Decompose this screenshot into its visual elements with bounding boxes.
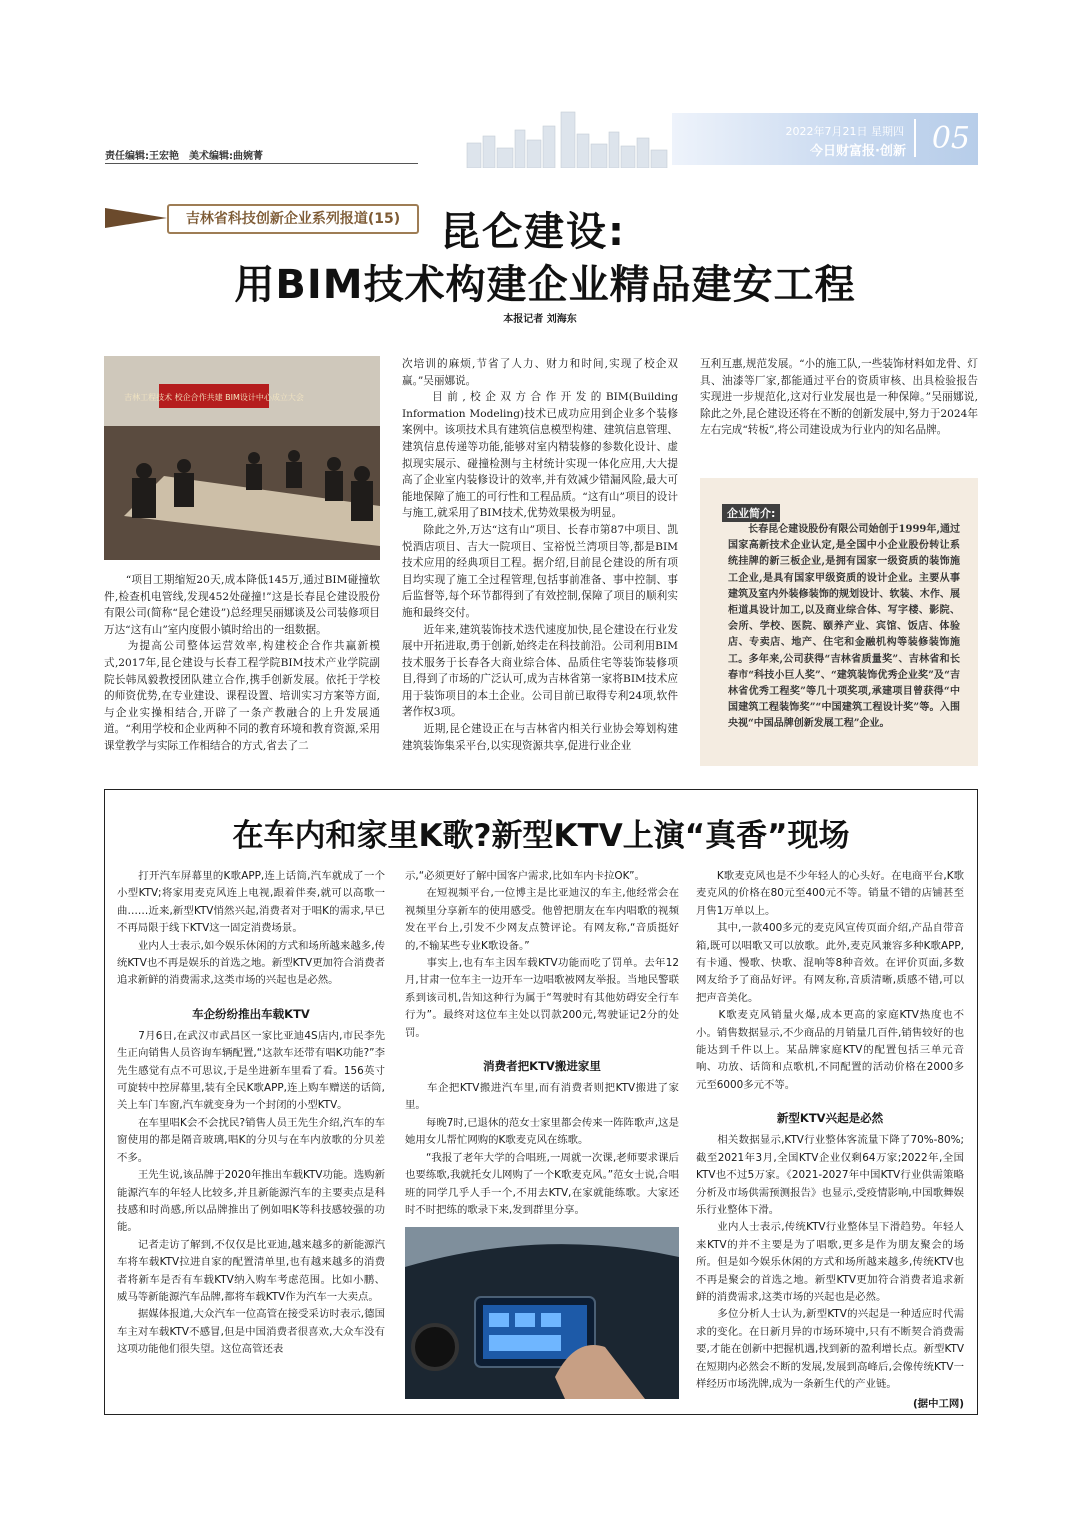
company-intro-box: [700, 478, 978, 766]
paper-section: 今日财富报·创新: [810, 144, 906, 159]
paragraph: 多位分析人士认为,新型KTV的兴起是一种适应时代需求的变化。在日新月异的市场环境中,只有不断契合消费需要,才能在创新中把握机遇,找到新的盈利增长点。新型KTV在短期内必然会不断的发展,发展到高峰后,会像传统KTV一样经历市场洗牌,成为一条新生代的产业链。: [696, 1308, 964, 1390]
article1-title-line2: 用BIM技术构建企业精品建安工程: [234, 262, 856, 308]
paragraph: 示,“必须更好了解中国客户需求,比如车内卡拉OK”。: [405, 870, 645, 882]
paragraph: 打开汽车屏幕里的K歌APP,连上话筒,汽车就成了一个小型KTV;将家用麦克风连上电视,跟着伴奏,就可以高歌一曲……近来,新型KTV悄然兴起,消费者对于唱K的需求,早已不再局限于线下KTV这一固定消费场景。: [117, 870, 385, 935]
header-rule: [105, 163, 418, 164]
subheading: 消费者把KTV搬进家里: [483, 1059, 601, 1074]
meeting-banner-text: 吉林工程技术 校企合作共建 BIM设计中心成立大会: [124, 393, 304, 402]
paragraph: 相关数据显示,KTV行业整体客流量下降了70%-80%;截至2021年3月,全国KTV企业仅剩64万家;2022年,全国KTV也不过5万家。《2021-2027年中国KTV行业供需策略分析及市场供需预测报告》也显示,受疫情影响,中国歌舞娱乐行业整体下滑。: [696, 1134, 964, 1216]
paragraph: K歌麦克风也是不少年轻人的心头好。在电商平台,K歌麦克风的价格在80元至400元不等。销量不错的店铺甚至月售1万单以上。: [696, 870, 964, 917]
article1-title-line1: 昆仑建设:: [440, 209, 626, 255]
article1-column-3: [700, 356, 978, 439]
article1-column-2: [402, 356, 682, 754]
arrow-icon: [105, 208, 167, 228]
article1-column-1: [104, 572, 380, 755]
car-ktv-photo: [405, 1227, 679, 1399]
article2-column-2: [405, 868, 679, 1219]
series-label: 吉林省科技创新企业系列报道(15): [167, 204, 419, 234]
paragraph: 近年来,建筑装饰技术迭代速度加快,昆仑建设在行业发展中开拓进取,勇于创新,始终走在科技前沿。公司利用BIM技术服务于长春各大商业综合体、品质住宅等装饰装修项目,得到了市场的广泛认可,成为吉林省第一家将BIM技术应用于装饰项目的本土企业。公司目前已取得专利24项,软件著作权3项。: [402, 623, 678, 719]
article2-title: 在车内和家里K歌?新型KTV上演“真香”现场: [232, 818, 850, 854]
paragraph: 为提高公司整体运营效率,构建校企合作共赢新模式,2017年,昆仑建设与长春工程学院BIM技术产业学院副院长韩凤毅教授团队建立合作,携手创新发展。依托于学校的师资优势,在专业建设、课程设置、培训实习方案等方面,与企业实操相结合,开辟了一条产教融合的上升发展通道。“利用学校和企业两种不同的教育环境和教育资源,采用课堂教学与实际工作相结合的方式,省去了二: [104, 640, 380, 752]
article1-byline: 本报记者 刘海东: [503, 314, 577, 325]
paragraph: 在短视频平台,一位博主是比亚迪汉的车主,他经常会在视频里分享新车的使用感受。他曾把朋友在车内唱歌的视频发在平台上,引发不少网友点赞评论。有网友称,“音质挺好的,不输某些专业K歌设备。”: [405, 887, 679, 952]
paragraph: 在车里唱K会不会扰民?销售人员王先生介绍,汽车的车窗使用的都是隔音玻璃,唱K的分贝与在车内放歌的分贝差不多。: [117, 1116, 385, 1164]
paragraph: 事实上,也有车主因车载KTV功能而吃了罚单。去年12月,甘肃一位车主一边开车一边唱歌被网友举报。当地民警联系到该司机,告知这种行为属于“驾驶时有其他妨碍安全行车行为”。最终对这位车主处以罚款200元,驾驶证记2分的处罚。: [405, 957, 679, 1039]
paragraph: 7月6日,在武汉市武昌区一家比亚迪4S店内,市民李先生正向销售人员咨询车辆配置,“这款车还带有唱K功能?”李先生感觉有点不可思议,于是坐进新车里看了看。156英寸可旋转中控屏幕里,装有全民K歌APP,连上购车赠送的话筒,关上车门车窗,汽车就变身为一个封闭的小型KTV。: [117, 1029, 385, 1112]
paragraph: K歌麦克风销量火爆,成本更高的家庭KTV热度也不小。销售数据显示,不少商品的月销量几百件,销售较好的也能达到千件以上。某品牌家庭KTV的配置包括三单元音响、功放、话筒和点歌机,不同配置的活动价格在2000多元至6000多元不等。: [696, 1009, 964, 1091]
page-divider: [914, 119, 916, 157]
meeting-photo: [104, 356, 380, 560]
meeting-photo-illustration: [104, 356, 380, 560]
paragraph: 每晚7时,已退休的范女士家里都会传来一阵阵歌声,这是她用女儿帮忙网购的K歌麦克风在练歌。: [405, 1116, 679, 1147]
paragraph: “我报了老年大学的合唱班,一周就一次课,老师要求课后也要练歌,我就托女儿网购了一个K歌麦克风。”范女士说,合唱班的同学几乎人手一个,不用去KTV,在家就能练歌。大家还时不时把练的歌录下来,发到群里分享。: [405, 1151, 679, 1216]
paragraph: 其中,一款400多元的麦克风宣传页面介绍,产品自带音箱,既可以唱歌又可以放歌。此外,麦克风兼容多种K歌APP,有卡通、慢歌、快歌、混响等8种音效。在评价页面,多数网友给予了商品好评。有网友称,音质清晰,质感不错,可以把声音美化。: [696, 922, 964, 1004]
article2-source: (据中工网): [912, 1398, 964, 1411]
paragraph: 互利互惠,规范发展。“小的施工队,一些装饰材料如龙骨、灯具、油漆等厂家,都能通过平台的资质审核、出具检验报告实现进一步规范化,这对行业发展也是一种保障。”吴丽娜说,除此之外,昆仑建设还将在不断的创新发展中,努力于2024年左右完成“转板”,将公司建设成为行业内的知名品牌。: [700, 358, 978, 437]
paragraph: 王先生说,该品牌于2020年推出车载KTV功能。选购新能源汽车的年轻人比较多,并且新能源汽车的主要卖点是科技感和时尚感,所以品牌推出了例如唱K等科技感较强的功能。: [117, 1169, 385, 1234]
paragraph: 车企把KTV搬进汽车里,而有消费者则把KTV搬进了家里。: [405, 1082, 679, 1112]
paragraph: 据媒体报道,大众汽车一位高管在接受采访时表示,德国车主对车载KTV不感冒,但是中国消费者很喜欢,大众车没有这项功能他们很失望。这位高管还表: [117, 1308, 385, 1356]
issue-date: 2022年7月21日 星期四: [785, 125, 904, 138]
paragraph: 记者走访了解到,不仅仅是比亚迪,越来越多的新能源汽车将车载KTV拉进自家的配置清单里,也有越来越多的消费者将新车是否有车载KTV纳入购车考虑范围。比如小鹏、威马等新能源汽车品牌,都将车载KTV作为汽车一大卖点。: [117, 1238, 385, 1303]
page-number: 05: [931, 121, 970, 156]
paragraph: 次培训的麻烦,节省了人力、财力和时间,实现了校企双赢。”吴丽娜说。: [402, 358, 678, 387]
company-intro-title: 企业简介:: [722, 504, 780, 522]
paragraph: 业内人士表示,如今娱乐休闲的方式和场所越来越多,传统KTV也不再是娱乐的首选之地。新型KTV更加符合消费者追求新鲜的消费需求,这类市场的兴起也是必然。: [117, 939, 385, 987]
paragraph: 近期,昆仑建设正在与吉林省内相关行业协会筹划构建建筑装饰集采平台,以实现资源共享,促进行业企业: [402, 723, 678, 752]
company-intro-text: 长春昆仑建设股份有限公司始创于1999年,通过国家高新技术企业认定,是全国中小企业股份转让系统挂牌的新三板企业,是拥有国家一级资质的装饰施工企业,是具有国家甲级资质的设计企业。主要从事建筑及室内外装修装饰的规划设计、软装、木作、展柜道具设计加工,以及商业综合体、写字楼、影院、会所、学校、医院、颐养产业、宾馆、饭店、体验店、专卖店、地产、住宅和金融机构等装修装饰施工。多年来,公司获得“吉林省质量奖”、吉林省和长春市“科技小巨人奖”、“建筑装饰优秀企业奖”及“吉林省优秀工程奖”等几十项奖项,承建项目曾获得“中国建筑工程装饰奖”“中国建筑工程设计奖”等。入围央视“中国品牌创新发展工程”企业。: [728, 524, 960, 730]
article2-column-3: [696, 868, 964, 1410]
paragraph: 除此之外,万达“这有山”项目、长春市第87中项目、凯悦酒店项目、吉大一院项目、宝裕悦兰湾项目等,都是BIM技术应用的经典项目工程。据介绍,目前昆仑建设的所有项目均实现了施工全过程管理,包括事前准备、事中控制、事后监督等,每个环节都得到了有效控制,保障了项目的顺利实施和最终交付。: [402, 523, 678, 619]
paragraph: 目前,校企双方合作开发的BIM(Building Information Modeling)技术已成功应用到企业多个装修案例中。该项技术具有建筑信息模型构建、建筑信息管理、建筑信息传递等功能,能够对室内精装修的参数化设计、虚拟现实展示、碰撞检测与主材统计实现一体化应用,大大提高了企业室内装修设计的效率,并有效减少错漏风险,最大可能地保障了施工的可行性和工程品质。“这有山”项目的设计与施工,就采用了BIM技术,优势效果极为明显。: [402, 391, 682, 520]
subheading: 车企纷纷推出车载KTV: [192, 1006, 310, 1021]
paragraph: 业内人士表示,传统KTV行业整体呈下滑趋势。年轻人来KTV的并不主要是为了唱歌,更多是作为朋友聚会的场所。但是如今娱乐休闲的方式和场所越来越多,传统KTV也不再是聚会的首选之地。新型KTV更加符合消费者追求新鲜的消费需求,这类市场的兴起也是必然。: [696, 1221, 964, 1303]
editor-credits: 责任编辑:王宏艳 美术编辑:曲婉菁: [105, 151, 263, 162]
series-tag: [105, 204, 415, 234]
city-skyline-graphic: [465, 108, 670, 168]
car-screen-illustration: [405, 1227, 679, 1399]
paragraph: “项目工期缩短20天,成本降低145万,通过BIM碰撞软件,检查机电管线,发现452处碰撞!”这是长春昆仑建设股份有限公司(简称“昆仑建设”)总经理吴丽娜谈及公司装修项目万达“这有山”室内度假小镇时给出的一组数据。: [104, 574, 380, 636]
header-date-banner: [672, 113, 978, 165]
article2-column-1: [117, 868, 385, 1359]
subheading: 新型KTV兴起是必然: [776, 1111, 884, 1126]
